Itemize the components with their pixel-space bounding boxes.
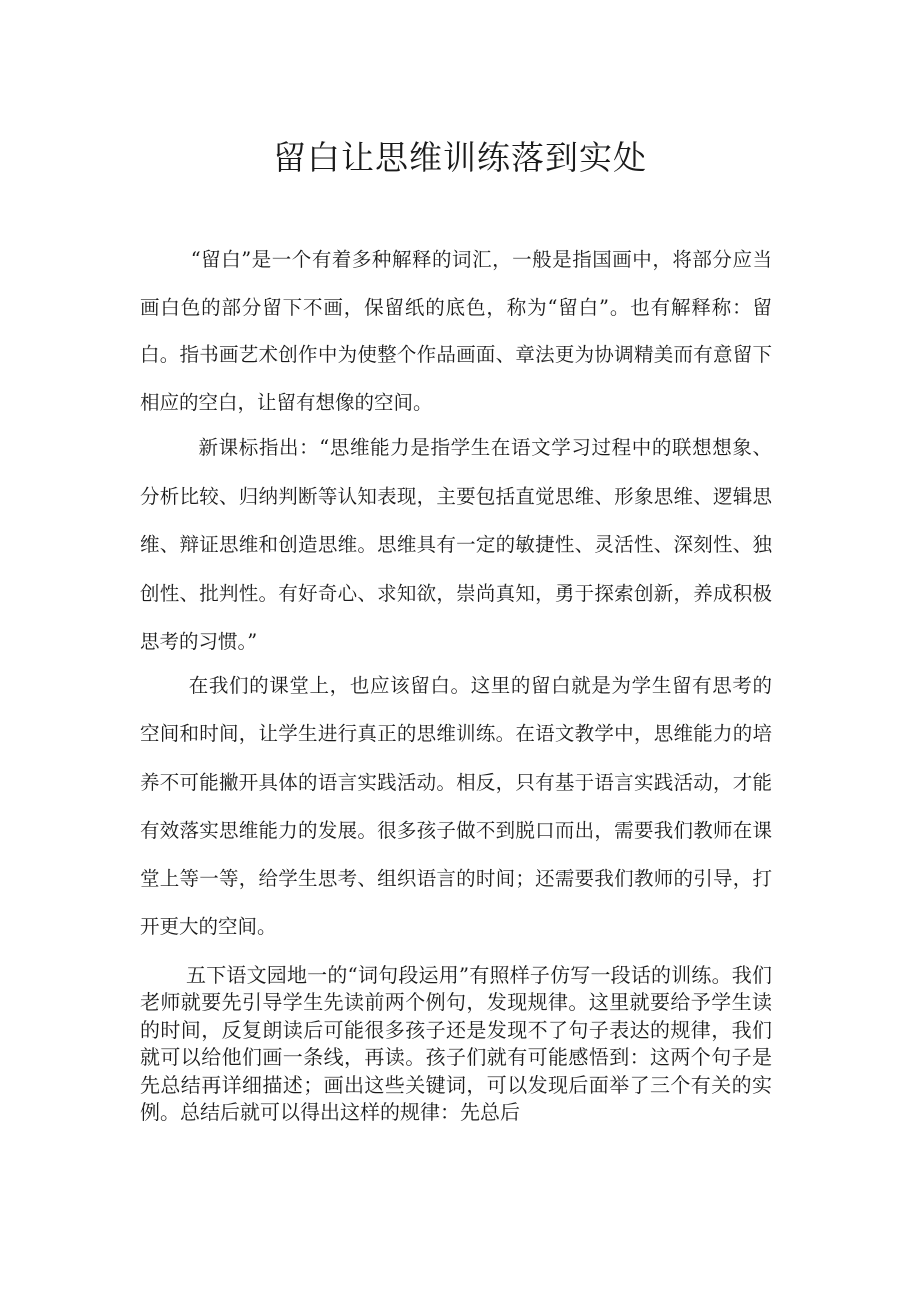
document-title: 留白让思维训练落到实处	[273, 138, 647, 177]
paragraph-curriculum-standard: 新课标指出：“思维能力是指学生在语文学习过程中的联想想象、分析比较、归纳判断等认知表现，主要包括直觉思维、形象思维、逻辑思维、辩证思维和创造思维。思维具有一定的敏捷性、灵活性、深刻性、独创性、批判性。有好奇心、求知欲，崇尚真知，勇于探索创新，养成积极思考的习惯。”	[140, 436, 772, 653]
paragraph-classroom-liubai: 在我们的课堂上，也应该留白。这里的留白就是为学生留有思考的空间和时间，让学生进行真正的思维训练。在语文教学中，思维能力的培养不可能撇开具体的语言实践活动。相反，只有基于语言实践活动，才能有效落实思维能力的发展。很多孩子做不到脱口而出，需要我们教师在课堂上等一等，给学生思考、组织语言的时间；还需要我们教师的引导，打开更大的空间。	[140, 674, 772, 939]
paragraph-liubai-definition: “留白”是一个有着多种解释的词汇，一般是指国画中，将部分应当画白色的部分留下不画，保留纸的底色，称为“留白”。也有解释称：留白。指书画艺术创作中为使整个作品画面、章法更为协调精美而有意留下相应的空白，让留有想像的空间。	[140, 248, 772, 414]
paragraph-grade-five-example: 五下语文园地一的“词句段运用”有照样子仿写一段话的训练。我们老师就要先引导学生先读前两个例句，发现规律。这里就要给予学生读的时间，反复朗读后可能很多孩子还是发现不了句子表达的规律，我们就可以给他们画一条线，再读。孩子们就有可能感悟到：这两个句子是先总结再详细描述；画出这些关键词，可以发现后面举了三个有关的实例。总结后就可以得出这样的规律：先总后	[140, 963, 772, 1125]
